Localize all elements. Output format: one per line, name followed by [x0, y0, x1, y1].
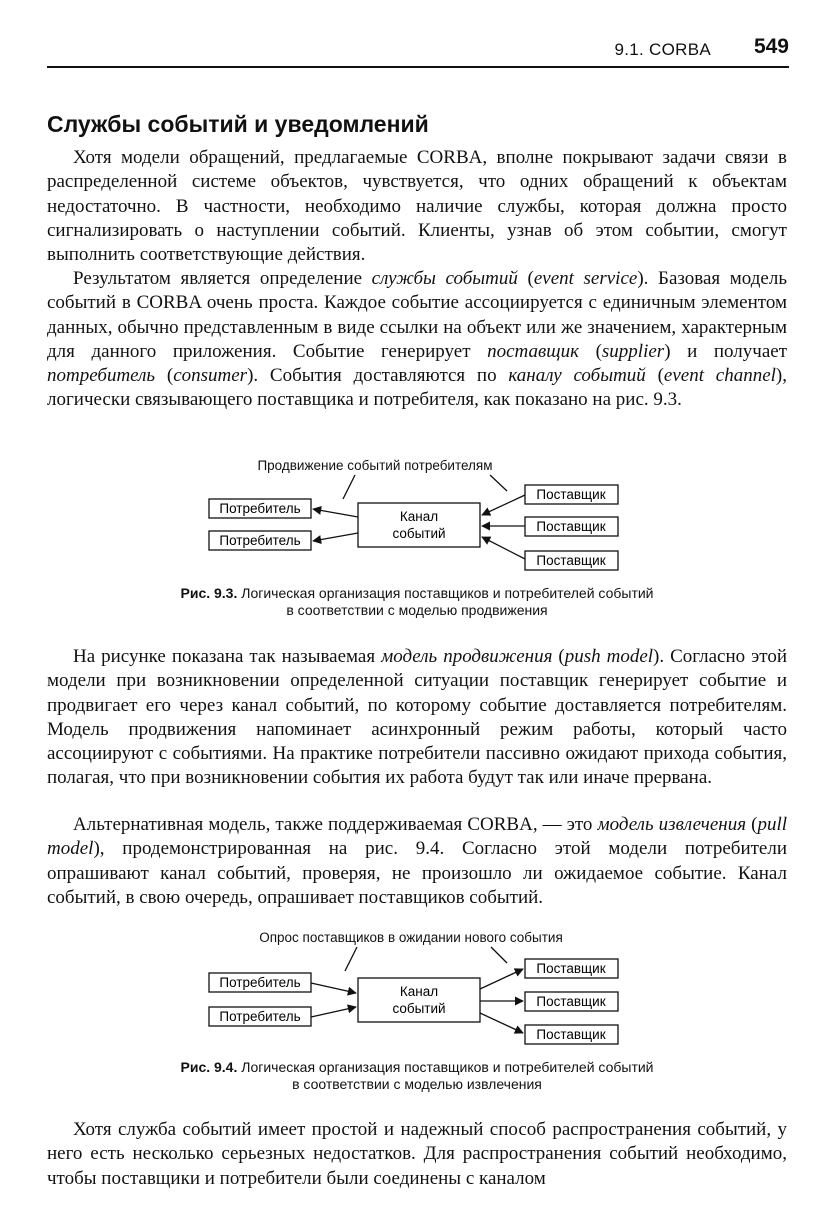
figure1-pointer-line [343, 475, 355, 499]
figure2-caption-line2: в соответствии с моделью извлечения [292, 1076, 542, 1092]
supplier-label: Поставщик [536, 994, 606, 1009]
flow-arrow [313, 533, 358, 541]
figure-push-model [195, 455, 635, 575]
paragraph-2: Результатом является определение службы событий (event service). Базовая модель событий в CORBA очень проста. Каждое событие ассоциируется с единичным элементом данных, обычно представленным в виде ссылки на объект или же значением, характерным для данного приложения. Событие генерирует поставщик (supplier) и получает потребитель (consumer). События доставляются по каналу событий (event channel), логически связывающего поставщика и потребителя, как показано на рис. 9.3. [47, 268, 787, 411]
paragraph-4: Альтернативная модель, также поддерживаемая CORBA, — это модель извлечения (pull model), продемонстрированная на рис. 9.4. Согласно этой модели потребители опрашивают канал событий, проверяя, не произошло ли ожидаемое событие. Канал событий, в свою очередь, опрашивает поставщиков событий. [47, 814, 788, 908]
running-header [47, 30, 789, 68]
term-push-model-ru: модель продвижения [381, 646, 553, 667]
paragraph-5: Хотя служба событий имеет простой и надежный способ распространения событий, у него есть несколько серьезных недостатков. Для распространения событий необходимо, чтобы поставщики и потребители были соединены с каналом [47, 1119, 787, 1189]
consumer-label: Потребитель [219, 1009, 301, 1024]
event-channel-label-line1: Канал [399, 984, 439, 999]
term-supplier-ru: поставщик [487, 340, 579, 362]
figure1-caption [47, 585, 787, 619]
figure2-title: Опрос поставщиков в ожидании нового события [259, 930, 563, 945]
event-channel-label-line2: событий [392, 526, 446, 541]
term-pull-model-en: pull model [47, 814, 788, 860]
event-channel-label-line2: событий [392, 1001, 446, 1016]
consumer-label: Потребитель [219, 501, 301, 516]
flow-arrow [482, 495, 525, 515]
term-event-service-ru: службы событий [371, 268, 518, 289]
flow-arrow [482, 537, 525, 559]
figure2-caption [47, 1059, 787, 1093]
paragraph-1: Хотя модели обращений, предлагаемые CORBA, вполне покрывают задачи связи в распределенной системе объектов, чувствуется, что одних обращений к объектам недостаточно. В частности, необходимо наличие службы, которая должна просто сигнализировать о наступлении событий. Клиенты, узнав об этом событии, смогут выполнить соответствующие действия. [47, 147, 787, 266]
figure1-pointer-line [490, 475, 507, 491]
poll-arrow [480, 969, 523, 989]
supplier-label: Поставщик [536, 961, 606, 976]
figure2-caption-label: Рис. 9.4. [180, 1059, 238, 1075]
paragraph-3: На рисунке показана так называемая модель продвижения (push model). Согласно этой модели при возникновении определенной ситуации поставщик генерирует событие и продвигает его через канал событий, по которому событие доставляется потребителям. Модель продвижения напоминает асинхронный режим работы, который часто ассоциируют с событиями. На практике потребители пассивно ожидают прихода события, полагая, что при возникновении события их работа будут так или иначе прервана. [47, 646, 787, 789]
consumer-label: Потребитель [219, 975, 301, 990]
figure2-caption-line1: Логическая организация поставщиков и потребителей событий [241, 1059, 654, 1075]
term-supplier-en: supplier [601, 340, 665, 362]
figure2-pointer-line [491, 947, 507, 963]
flow-arrow [313, 509, 358, 517]
term-event-service-en: event service [533, 268, 638, 289]
event-channel-label-line1: Канал [399, 509, 439, 524]
supplier-label: Поставщик [536, 1027, 606, 1042]
figure1-title: Продвижение событий потребителям [257, 458, 493, 473]
section-heading: Службы событий и уведомлений [47, 111, 429, 137]
figure1-caption-line1: Логическая организация поставщиков и потребителей событий [241, 585, 654, 601]
term-consumer-ru: потребитель [47, 365, 156, 387]
figure1-caption-label: Рис. 9.3. [180, 585, 238, 601]
poll-arrow [311, 983, 356, 993]
poll-arrow [311, 1007, 356, 1017]
supplier-label: Поставщик [536, 487, 606, 502]
term-pull-model-ru: модель извлечения [597, 814, 747, 835]
poll-arrow [480, 1013, 523, 1033]
supplier-label: Поставщик [536, 519, 606, 534]
term-event-channel-ru: каналу событий [508, 365, 646, 387]
header-section-title: 9.1. CORBA [614, 40, 711, 59]
figure-pull-model [195, 927, 635, 1047]
term-push-model-en: push model [564, 646, 654, 667]
supplier-label: Поставщик [536, 553, 606, 568]
figure1-caption-line2: в соответствии с моделью продвижения [286, 602, 548, 618]
consumer-label: Потребитель [219, 533, 301, 548]
page-number: 549 [753, 35, 789, 58]
term-consumer-en: consumer [173, 365, 248, 387]
figure2-pointer-line [345, 947, 357, 971]
term-event-channel-en: event channel [663, 365, 776, 387]
